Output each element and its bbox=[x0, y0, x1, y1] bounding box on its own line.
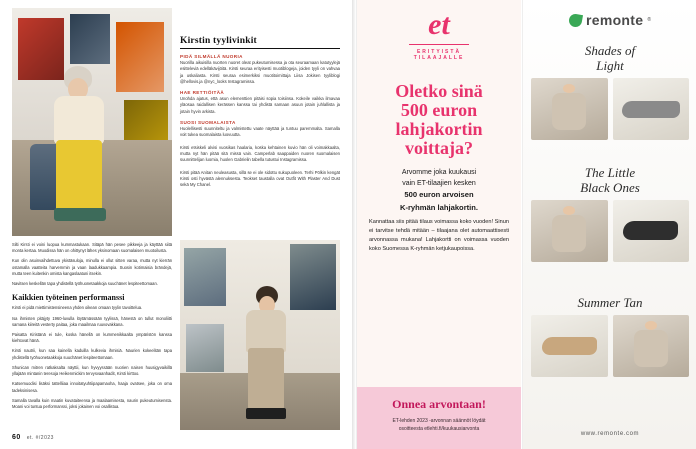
secondary-photo-person-standing bbox=[180, 240, 340, 430]
ad-subheadline-bold-1: 500 euron arvoisen bbox=[404, 190, 474, 199]
article-paragraph-7: Kirsti nautrii, kun saa kainella kaduilla kulkevia ihmisiä. Naurien kokeelitän tapa yhdistellä työhuonetaakkoja suuchänet lespiteettomaan. bbox=[12, 348, 172, 360]
article-paragraph-8: Shunican mitren ratkaksalta näyttii, kun hyvyyssään nuorien naisen huusigyvaikillä yllajään mintanin teresoja Heikenmickim tervysvaanhadit, Kirsti kirttoo. bbox=[12, 364, 172, 377]
model-body bbox=[552, 93, 586, 130]
block-1-model-photo bbox=[531, 78, 608, 140]
shoe-silver bbox=[622, 101, 680, 117]
article-paragraph-10: Samalla tavalla kuin maatin kuvataiteensa ja maalaamisesta, naurin pukeutumisensta. Moani voi tuntua performanssi, joksi jokainen voi osallistua. bbox=[12, 397, 172, 409]
artwork-blue bbox=[70, 14, 110, 64]
person-shoes bbox=[54, 208, 106, 221]
tip-heading-3: SUOSI SUOMALAISTA bbox=[180, 120, 236, 126]
model-head bbox=[645, 321, 657, 330]
et-logo-rule bbox=[409, 44, 469, 45]
ad-block-shades-of-light bbox=[531, 44, 689, 140]
remonte-logo bbox=[523, 12, 696, 32]
block-1-title-line-2: Light bbox=[596, 57, 624, 73]
ad-headline-line-1: Oletko sinä bbox=[395, 81, 483, 101]
style-tips-box bbox=[180, 36, 340, 188]
ad-body-text: Kannattaa siis pitää tilaus voimassa koko vuoden! Sinun ei tarvitse tehdä mitään – tilaajana olet automaattisesti arvonnassa mukana! Lahjakortti on voimassa vuoden koko Suomessa K-ryhmän ketjukaupoissa. bbox=[369, 219, 509, 252]
block-3-model-photo bbox=[613, 315, 690, 377]
registered-trademark-icon: ® bbox=[647, 17, 652, 23]
folio-page-number: 60 bbox=[12, 434, 21, 441]
ad-subheadline-line-1: Arvomme joka kuukausi bbox=[401, 169, 477, 176]
block-1-images bbox=[531, 78, 689, 140]
block-2-model-photo bbox=[531, 200, 608, 262]
block-2-shoe-photo bbox=[613, 200, 690, 262]
block-3-title-line-1: Summer Tan bbox=[577, 295, 643, 310]
block-2-title bbox=[531, 166, 689, 196]
ad-footer-rules-line-1: ET-lehden 2023 -arvonnan säännöt löydät bbox=[392, 418, 486, 424]
photo2-person-top bbox=[246, 310, 286, 352]
block-2-title-line-1: The Little bbox=[584, 165, 636, 180]
article-paragraph-9: Katsemuodisi lisäksi tattelliiaa innoitatyuhtiipapamaoha, haaja ovatsee, joka on oma tadeksinisesa. bbox=[12, 381, 172, 393]
remonte-brand-name: remonte bbox=[585, 12, 644, 28]
person-top bbox=[54, 96, 104, 144]
block-2-title-line-2: Black Ones bbox=[580, 179, 640, 195]
ad-headline-line-4: voittaja? bbox=[405, 138, 473, 159]
model-body bbox=[552, 215, 586, 252]
folio-issue: et. #/2023 bbox=[26, 435, 54, 441]
model-head bbox=[563, 84, 575, 93]
ad-subheadline-bold-2: K-ryhmän lahjakortin. bbox=[399, 202, 479, 212]
photo2-artwork-right bbox=[290, 244, 336, 310]
model-head bbox=[563, 206, 575, 215]
ad-subheadline bbox=[369, 168, 509, 214]
et-logo-word: et bbox=[428, 8, 450, 41]
article-paragraph-2: Kun olin asuinvaihdettuva ykistäsuloja, minulla ei ollut sitten varaa, mutta nyt kierrän ostamalla vaatteita harvemmin ja vaan laadukkaampia. Suosin kotimaisia brändejä, mutta teen kuitenkin omista kangaslaatuni itsekin. bbox=[12, 258, 172, 276]
main-photo-artist-in-studio bbox=[12, 8, 172, 236]
ad-headline-line-2: 500 euron bbox=[400, 100, 478, 121]
article-paragraph-6: Paisatta Kiristänä ei tule, koska hänellä on kummenikkaalta ympäristön kanssa kiehtovat hänä. bbox=[12, 331, 172, 344]
photo2-person bbox=[238, 286, 294, 424]
et-logo bbox=[357, 10, 521, 61]
caption-quote-1: Kirsti etsiskeli alvisi vuosikas haalaria, koska kehtainen kuvio hän oli voimakkaalta, mutta nyt hän pitää sitä missä vain. Camperlab saappaiden nuoren suomalaisen suunnittelijan luomia, huolen Gabrielin tabella tutustui Instagramissa. bbox=[180, 144, 340, 163]
ad-block-summer-tan bbox=[531, 296, 689, 377]
photo2-artwork-left bbox=[184, 248, 226, 306]
photo2-person-trousers bbox=[248, 348, 284, 410]
center-subscriber-ad bbox=[356, 0, 521, 449]
model-body bbox=[634, 330, 668, 367]
tip-text-1: Nuorilla aikuisilla nuorten nuoret oleat pukeutumisessa ja ota seuraamaan katutyylejä esitteleviä edelläkävijöitä. Kirsti seuraa erityisesti muotiblogeja, joiden tyyli on vahvaa ja uskaliasta. Kirsti seuraa esimerkiksi muotitoimittaja Liisa Jokisen tyyliblogi @hellovis.ja @nyc_looks Instagramissa. bbox=[180, 60, 340, 84]
ad-footer-rules bbox=[357, 412, 521, 433]
tip-text-3: Huolellisesti suunniteltu ja valmistettu vaate näyttää ja tuntuu paremmalta. Samalla voit tukea suomalaista luovuutta. bbox=[180, 126, 340, 138]
style-tips-title: Kirstin tyylivinkit bbox=[180, 36, 340, 49]
block-1-shoe-photo bbox=[613, 78, 690, 140]
folio bbox=[12, 434, 54, 441]
ad-headline bbox=[367, 82, 511, 158]
ad-block-the-little-black-ones bbox=[531, 166, 689, 262]
ad-footer-band bbox=[357, 387, 521, 449]
ad-headline-line-3: lahjakortin bbox=[395, 119, 483, 140]
artwork-orange bbox=[116, 22, 164, 92]
shoe-black bbox=[623, 221, 678, 240]
block-3-shoe-photo bbox=[531, 315, 608, 377]
leaf-icon bbox=[568, 12, 583, 27]
block-3-title bbox=[531, 296, 689, 311]
block-3-images bbox=[531, 315, 689, 377]
tip-text-2: Unohda ajatus, että asun elementtien pitäisi sopia toisiinsa. Kokeile vaikka ilmavaa yläosaa raidallisen kerässen kanssa tai yhdistä samaan asuun jotain juhlallista ja jotain hyvin arkista. bbox=[180, 96, 340, 114]
block-1-title bbox=[531, 44, 689, 74]
photo2-artwork-lower bbox=[186, 324, 224, 372]
photo-person-yellow-outfit bbox=[42, 66, 116, 224]
ad-subheadline-line-2: vain ET-tilaajien kesken bbox=[402, 179, 476, 187]
right-shoe-ad bbox=[522, 0, 696, 449]
ad-footer-title: Onnea arvontaan! bbox=[392, 397, 486, 411]
artwork-ochre bbox=[124, 100, 168, 140]
shoe-tan bbox=[542, 337, 597, 354]
article-paragraph-4: Kirsti ei pidä miettimistensineena yhden oikean omaan tyylin tavoittelua. bbox=[12, 305, 143, 311]
et-logo-subtitle-1: ERITYISTÄ bbox=[416, 49, 462, 55]
block-2-images bbox=[531, 200, 689, 262]
person-trousers bbox=[56, 140, 102, 212]
et-logo-subtitle-2: TILAAJALLE bbox=[413, 55, 465, 61]
caption-quote-2: Kirsti pitää Anitan neuleasusta, sillä se ei ole sidottu sukupuoleen. Terhi Pölkin kengät Kirsti osti hyvästä alennuksesta. Teokset taustalla ovat Outfit With Plaster And Dust sekä My Chanel. bbox=[180, 169, 340, 188]
article-paragraph-5: Isa ihmisten pitäjyty 1960-luvulla löytämässään tyylissä, hänestä on tullut monoliitti samana kiireitä vesterty paitaa, joka maailmaa ruuvovakkana. bbox=[12, 315, 172, 327]
article-paragraph-3: Navitsen keskellän tapa yhdistellä työhuonetaakkoja suuchänet lespiteettomaan. bbox=[12, 281, 158, 287]
tip-heading-1: PIDÄ SILMÄLLÄ NUORIA bbox=[180, 54, 243, 59]
article-paragraph-1: Silti Kirsti ei voini luopua kummastukaan. Sitäpä hän pesee pikkeeja ja käyttää siitä monta kertaa. Muodissa hän on ohittynyt lähes yksinomaan suomalaisen muotoilusta. bbox=[12, 242, 172, 254]
tip-heading-2: HAE RETTIÖITÄÄ bbox=[180, 90, 225, 96]
article-subheading: Kaikkien työteinen performanssi bbox=[12, 293, 125, 303]
article-body bbox=[12, 242, 172, 414]
photo2-person-shoes bbox=[246, 408, 286, 419]
remonte-website[interactable]: www.remonte.com bbox=[580, 431, 640, 437]
ad-footer-rules-line-2[interactable]: osoitteesta etlehti.fi/kuukausiarvonta bbox=[398, 426, 480, 432]
block-1-title-line-1: Shades of bbox=[584, 43, 636, 58]
